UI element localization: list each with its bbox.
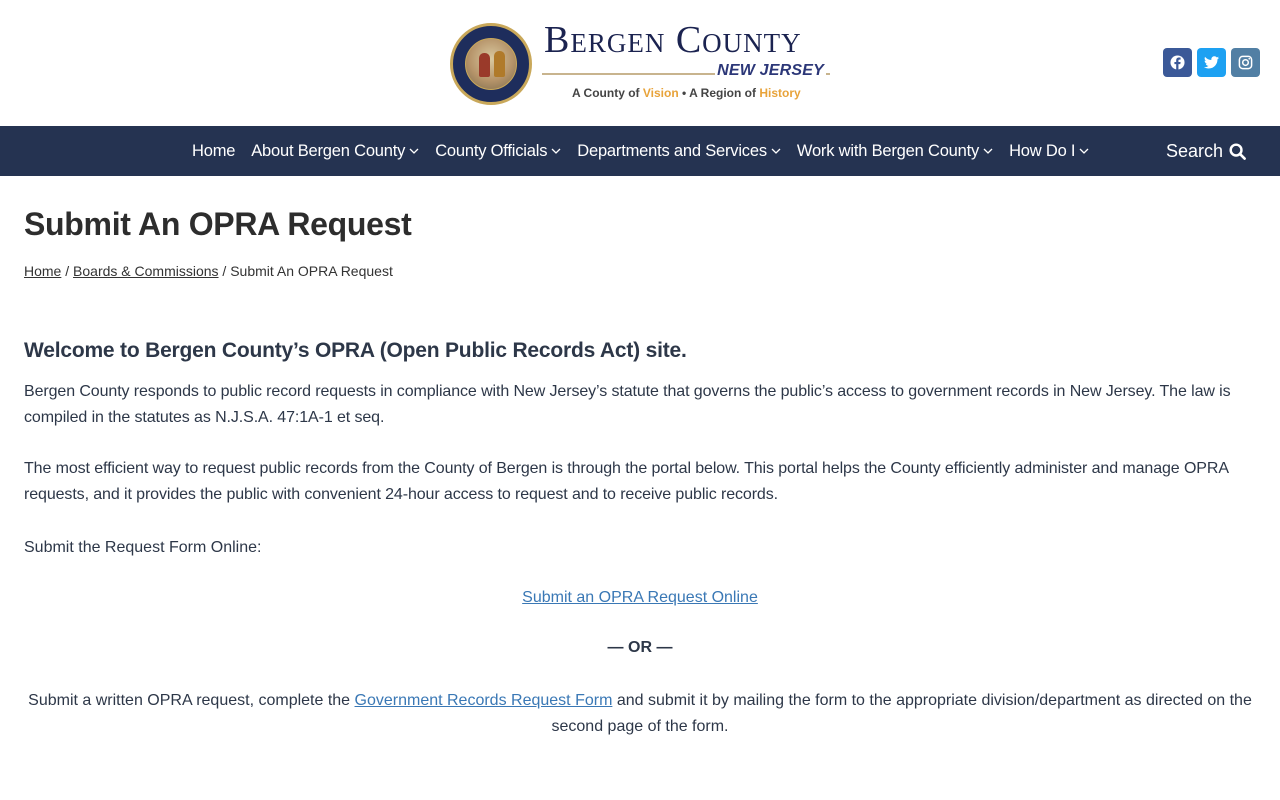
nav-menu	[192, 126, 1105, 176]
search-icon	[1229, 143, 1246, 160]
chevron-down-icon	[1079, 146, 1089, 156]
logo-title: Bergen County	[544, 19, 802, 61]
nav-item-county-officials[interactable]: County Officials	[435, 142, 561, 161]
main-content	[0, 206, 1280, 740]
portal-paragraph: The most efficient way to request public records from the County of Bergen is through the portal below. This portal helps the County efficiently administer and manage OPRA requests, and it provides the public with convenient 24-hour access to request and to receive public records.	[24, 460, 1229, 503]
nav-item-work-with-bergen-county[interactable]: Work with Bergen County	[797, 142, 993, 161]
logo-subtitle: NEW JERSEY	[717, 62, 824, 79]
page-title: Submit An OPRA Request	[24, 206, 412, 242]
facebook-icon	[1170, 55, 1185, 70]
site-header	[0, 0, 1280, 126]
government-records-request-form-link[interactable]: Government Records Request Form	[354, 692, 613, 709]
facebook-button[interactable]	[1163, 48, 1192, 77]
submit-opra-online-link[interactable]: Submit an OPRA Request Online	[522, 589, 758, 606]
chevron-down-icon	[551, 146, 561, 156]
logo-tagline: A County of Vision • A Region of History	[572, 86, 801, 100]
chevron-down-icon	[983, 146, 993, 156]
written-request-paragraph: Submit a written OPRA request, complete the Government Records Request Form and submit it by mailing the form to the appropriate division/department as directed on the second page of the form.	[28, 692, 1252, 735]
nav-item-departments-and-services[interactable]: Departments and Services	[577, 142, 781, 161]
twitter-icon	[1204, 56, 1219, 69]
breadcrumb-separator: /	[218, 263, 231, 279]
breadcrumb-current: Submit An OPRA Request	[230, 263, 393, 279]
breadcrumb-separator: /	[61, 263, 74, 279]
nav-item-how-do-i[interactable]: How Do I	[1009, 142, 1089, 161]
online-form-label: Submit the Request Form Online:	[24, 539, 262, 556]
breadcrumb-boards-commissions-link[interactable]: Boards & Commissions	[73, 263, 219, 279]
intro-paragraph: Bergen County responds to public record requests in compliance with New Jersey’s statute that governs the public’s access to government records in New Jersey. The law is compiled in the statutes as N.J.S.A. 47:1A-1 et seq.	[24, 383, 1231, 426]
social-links	[1163, 48, 1260, 77]
logo-wordmark	[542, 19, 832, 106]
instagram-button[interactable]	[1231, 48, 1260, 77]
chevron-down-icon	[771, 146, 781, 156]
nav-item-home[interactable]: Home	[192, 141, 236, 160]
county-seal-icon	[450, 23, 532, 105]
site-logo[interactable]	[450, 19, 835, 106]
breadcrumb	[24, 263, 1256, 279]
nav-item-about-bergen-county[interactable]: About Bergen County	[251, 142, 419, 161]
breadcrumb-home-link[interactable]: Home	[24, 263, 62, 279]
or-divider: — OR —	[607, 639, 673, 656]
main-navigation	[0, 126, 1280, 176]
chevron-down-icon	[409, 146, 419, 156]
search-label: Search	[1165, 140, 1223, 161]
welcome-heading: Welcome to Bergen County’s OPRA (Open Public Records Act) site.	[24, 339, 687, 362]
instagram-icon	[1238, 55, 1253, 70]
search-button[interactable]	[1166, 126, 1246, 176]
twitter-button[interactable]	[1197, 48, 1226, 77]
